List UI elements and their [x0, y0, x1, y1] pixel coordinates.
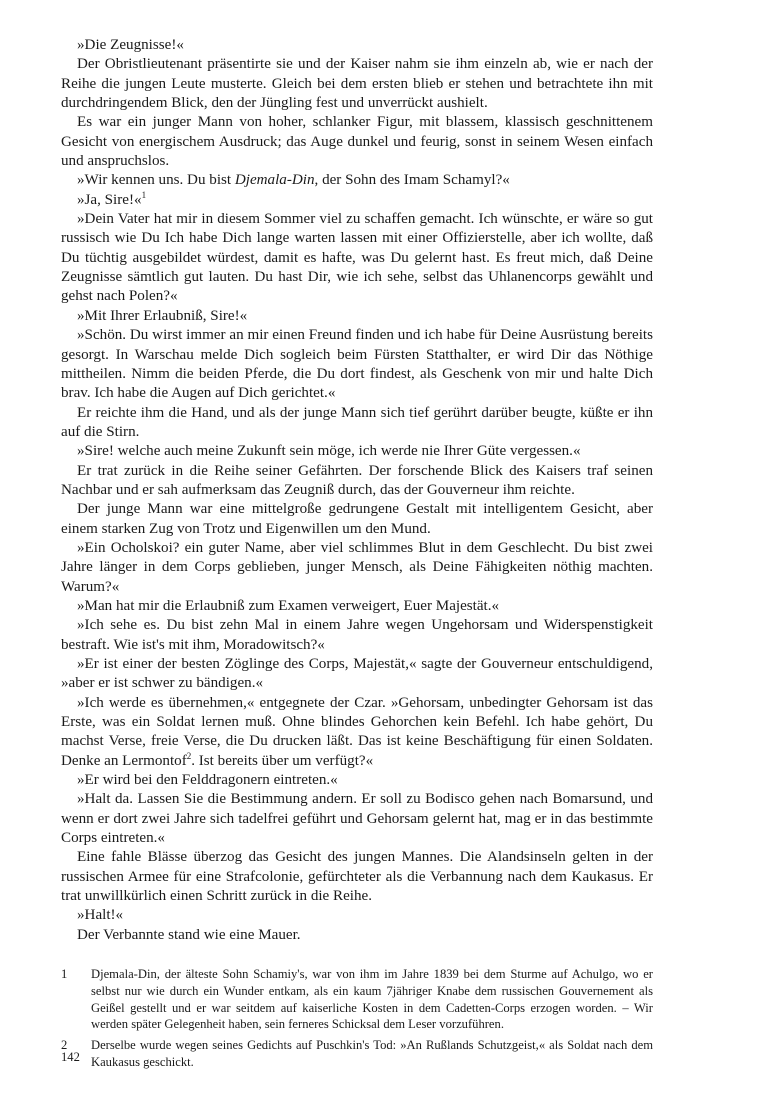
italic-name: Djemala-Din: [234, 172, 315, 189]
paragraph: »Er wird bei den Felddragonern eintreten.«: [77, 772, 338, 789]
paragraph: »Sire! welche auch meine Zukunft sein möge, ich werde nie Ihrer Güte vergessen.«: [77, 443, 581, 460]
footnote-text: Djemala-Din, der älteste Sohn Schamiy's, war von ihm im Jahre 1839 bei dem Sturme auf Achulgo, wo er selbst nur wie durch ein Wunder entkam, als ein kaum 7jähriger Knabe dem russischen Gouvernement als Geißel gestellt und er war seitdem auf kaiserliche Kosten in dem Cadetten-Corps erzogen worden. – Wir werden später Gelegenheit haben, sein ferneres Schicksal dem Leser vorzuführen.: [91, 967, 653, 1032]
page: [61, 36, 653, 1074]
paragraph: Der Verbannte stand wie eine Mauer.: [77, 926, 301, 943]
footnote: [61, 966, 653, 1033]
paragraph: Es war ein junger Mann von hoher, schlanker Figur, mit blassem, klassisch geschnittenem Gesicht von energischem Ausdruck; das Auge dunkel und feurig, sonst in seinem Wesen einfach und anspruchslos.: [61, 114, 653, 170]
paragraph: Er trat zurück in die Reihe seiner Gefährten. Der forschende Blick des Kaisers traf seinen Nachbar und er sah aufmerksam das Zeugniß durch, das der Gouverneur ihm reichte.: [61, 462, 653, 498]
paragraph: »Ein Ocholskoi? ein guter Name, aber viel schlimmes Blut in dem Geschlecht. Du bist zwei Jahre länger in dem Corps geblieben, junger Mensch, als Deine Fähigkeiten nöthig machten. Warum?«: [61, 539, 653, 595]
paragraph: [61, 694, 653, 771]
text-run: . Ist bereits über um verfügt?«: [191, 752, 374, 769]
paragraph: »Er ist einer der besten Zöglinge des Corps, Majestät,« sagte der Gouverneur entschuldigend, »aber er ist schwer zu bändigen.«: [61, 656, 653, 692]
paragraph: »Die Zeugnisse!«: [77, 37, 184, 53]
footnote: [61, 1037, 653, 1070]
paragraph: [61, 191, 653, 210]
paragraph: »Dein Vater hat mir in diesem Sommer viel zu schaffen gemacht. Ich wünschte, er wäre so gut russisch wie Du Ich habe Dich lange warten lassen mit einer Offizierstelle, aber ich wollte, daß Du tüchtig ausgebildet würdest, damit es hafte, was Du gelernt hast. Es freut mich, daß Deine Zeugnisse sämtlich gut lauten. Du hast Dir, wie ich sehe, selbst das Uhlanencorps gewählt und gehst nach Polen?«: [61, 211, 653, 305]
paragraph: »Mit Ihrer Erlaubniß, Sire!«: [77, 307, 248, 324]
text-run: »Ja, Sire!«: [77, 191, 142, 208]
paragraph: Er reichte ihm die Hand, und als der junge Mann sich tief gerührt darüber beugte, küßte er ihn auf die Stirn.: [61, 404, 653, 440]
paragraph: »Halt!«: [77, 907, 124, 924]
paragraph: »Man hat mir die Erlaubniß zum Examen verweigert, Euer Majestät.«: [77, 597, 500, 614]
footnote-ref[interactable]: 2: [186, 750, 192, 761]
footnote-ref[interactable]: 1: [141, 189, 147, 200]
paragraph: »Halt da. Lassen Sie die Bestimmung andern. Er soll zu Bodisco gehen nach Bomarsund, und wenn er dort zwei Jahre sich tadelfrei geführt und Gehorsam gelernt hat, mag er in das bestimmte Corps eintreten.«: [61, 791, 653, 847]
paragraph: »Ich sehe es. Du bist zehn Mal in einem Jahre wegen Ungehorsam und Widerspenstigkeit bestraft. Wie ist's mit ihm, Moradowitsch?«: [61, 617, 653, 653]
paragraph: »Schön. Du wirst immer an mir einen Freund finden und ich habe für Deine Ausrüstung bereits gesorgt. In Warschau melde Dich sogleich beim Fürsten Statthalter, er wird Dir das Nöthige mittheilen. Nimm die beiden Pferde, die Du dort findest, als Geschenk von mir und halte Dich brav. Ich habe die Augen auf Dich gerichtet.«: [61, 327, 653, 402]
paragraph: Der junge Mann war eine mittelgroße gedrungene Gestalt mit intelligentem Gesicht, aber einem starken Zug von Trotz und Eigenwillen um den Mund.: [61, 501, 653, 537]
footnotes: [61, 966, 653, 1070]
footnote-text: Derselbe wurde wegen seines Gedichts auf Puschkin's Tod: »An Rußlands Schutzgeist,« als Soldat nach dem Kaukasus geschickt.: [91, 1037, 653, 1069]
paragraph: Eine fahle Blässe überzog das Gesicht des jungen Mannes. Die Alandsinseln gelten in der russischen Armee für eine Strafcolonie, gefürchteter als die Verbannung nach dem Kaukasus. Er trat unwillkürlich einen Schritt zurück in die Reihe.: [61, 849, 653, 905]
text-run: »Wir kennen uns. Du bist: [77, 172, 235, 189]
paragraph: [61, 171, 653, 190]
footnote-number: 2: [61, 1037, 68, 1052]
page-number: 142: [61, 1050, 80, 1064]
footnote-number: 1: [61, 967, 68, 982]
body-text: [61, 36, 653, 945]
text-run: , der Sohn des Imam Schamyl?«: [314, 172, 510, 189]
text-run: »Ich werde es übernehmen,« entgegnete der Czar. »Gehorsam, unbedingter Gehorsam ist das Erste, was ein Soldat lernen muß. Ohne blindes Gehorchen kein Befehl. Ich habe gehört, Du machst Verse, freie Verse, die Du drucken läßt. Das ist keine Beschäftigung für einen Soldaten. Denke an Lermontof: [61, 694, 653, 769]
paragraph: Der Obristlieutenant präsentirte sie und der Kaiser nahm sie ihm einzeln ab, wie er nach der Reihe die jungen Leute musterte. Gleich bei dem ersten blieb er stehen und betrachtete ihn mit durchdringendem Blick, den der Jüngling fest und unverrückt aushielt.: [61, 56, 653, 112]
